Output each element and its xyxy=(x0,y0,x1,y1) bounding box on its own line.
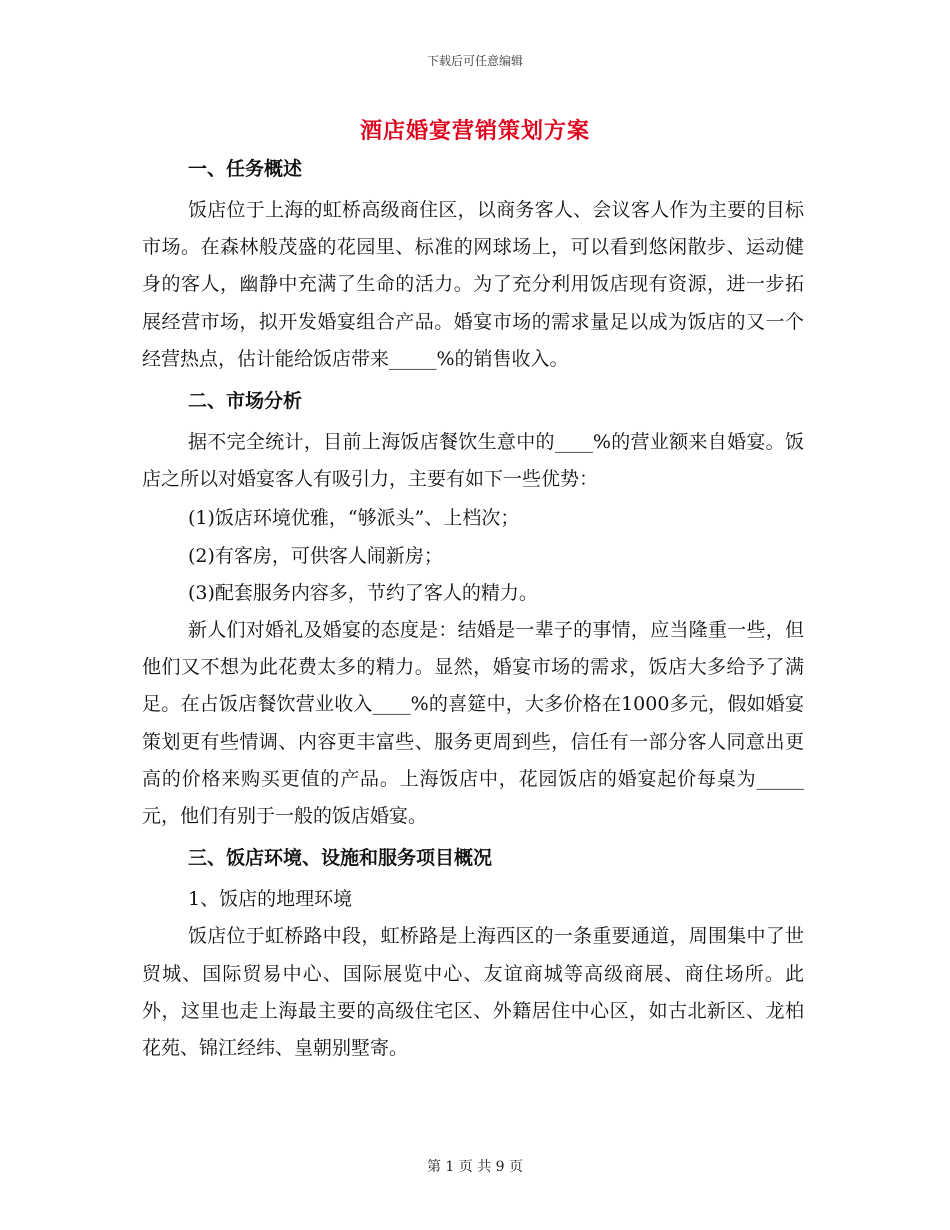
paragraph-market-attitude: 新人们对婚礼及婚宴的态度是：结婚是一辈子的事情，应当隆重一些，但他们又不想为此花费太多的精力。显然，婚宴市场的需求，饭店大多给予了满足。在占饭店餐饮营业收入____%的喜筵中，大多价格在1000多元，假如婚宴策划更有些情调、内容更丰富些、服务更周到些，信任有一部分客人同意出更高的价格来购买更值的产品。上海饭店中，花园饭店的婚宴起价每桌为_____元，他们有别于一般的饭店婚宴。 xyxy=(142,619,804,828)
list-item-advantage-3: (3)配套服务内容多，节约了客人的精力。 xyxy=(188,581,538,604)
page-footer: 第 1 页 共 9 页 xyxy=(426,1159,524,1175)
header-note: 下载后可任意编辑 xyxy=(426,54,523,68)
section-heading-2: 二、市场分析 xyxy=(188,390,303,413)
paragraph-market-stats: 据不完全统计，目前上海饭店餐饮生意中的____%的营业额来自婚宴。饭店之所以对婚宴客人有吸引力，主要有如下一些优势： xyxy=(142,431,804,491)
list-item-advantage-1: (1)饭店环境优雅，“够派头”、上档次； xyxy=(188,507,520,530)
document-body xyxy=(142,154,804,1069)
section-heading-3: 三、饭店环境、设施和服务项目概况 xyxy=(188,847,493,870)
list-item-advantage-2: (2)有客房，可供客人闹新房； xyxy=(188,544,443,567)
paragraph-task-overview: 饭店位于上海的虹桥高级商住区，以商务客人、会议客人作为主要的目标市场。在森林般茂盛的花园里、标准的网球场上，可以看到悠闲散步、运动健身的客人，幽静中充满了生命的活力。为了充分利用饭店现有资源，进一步拓展经营市场，拟开发婚宴组合产品。婚宴市场的需求量足以成为饭店的又一个经营热点，估计能给饭店带来_____%的销售收入。 xyxy=(142,199,804,370)
document-title: 酒店婚宴营销策划方案 xyxy=(359,118,590,144)
paragraph-location: 饭店位于虹桥路中段，虹桥路是上海西区的一条重要通道，周围集中了世贸城、国际贸易中心、国际展览中心、友谊商城等高级商展、商住场所。此外，这里也走上海最主要的高级住宅区、外籍居住中心区，如古北新区、龙柏花苑、锦江经纬、皇朝别墅寄。 xyxy=(142,925,804,1060)
section-heading-1: 一、任务概述 xyxy=(188,158,303,180)
subsection-heading-location: 1、饭店的地理环境 xyxy=(188,888,353,911)
